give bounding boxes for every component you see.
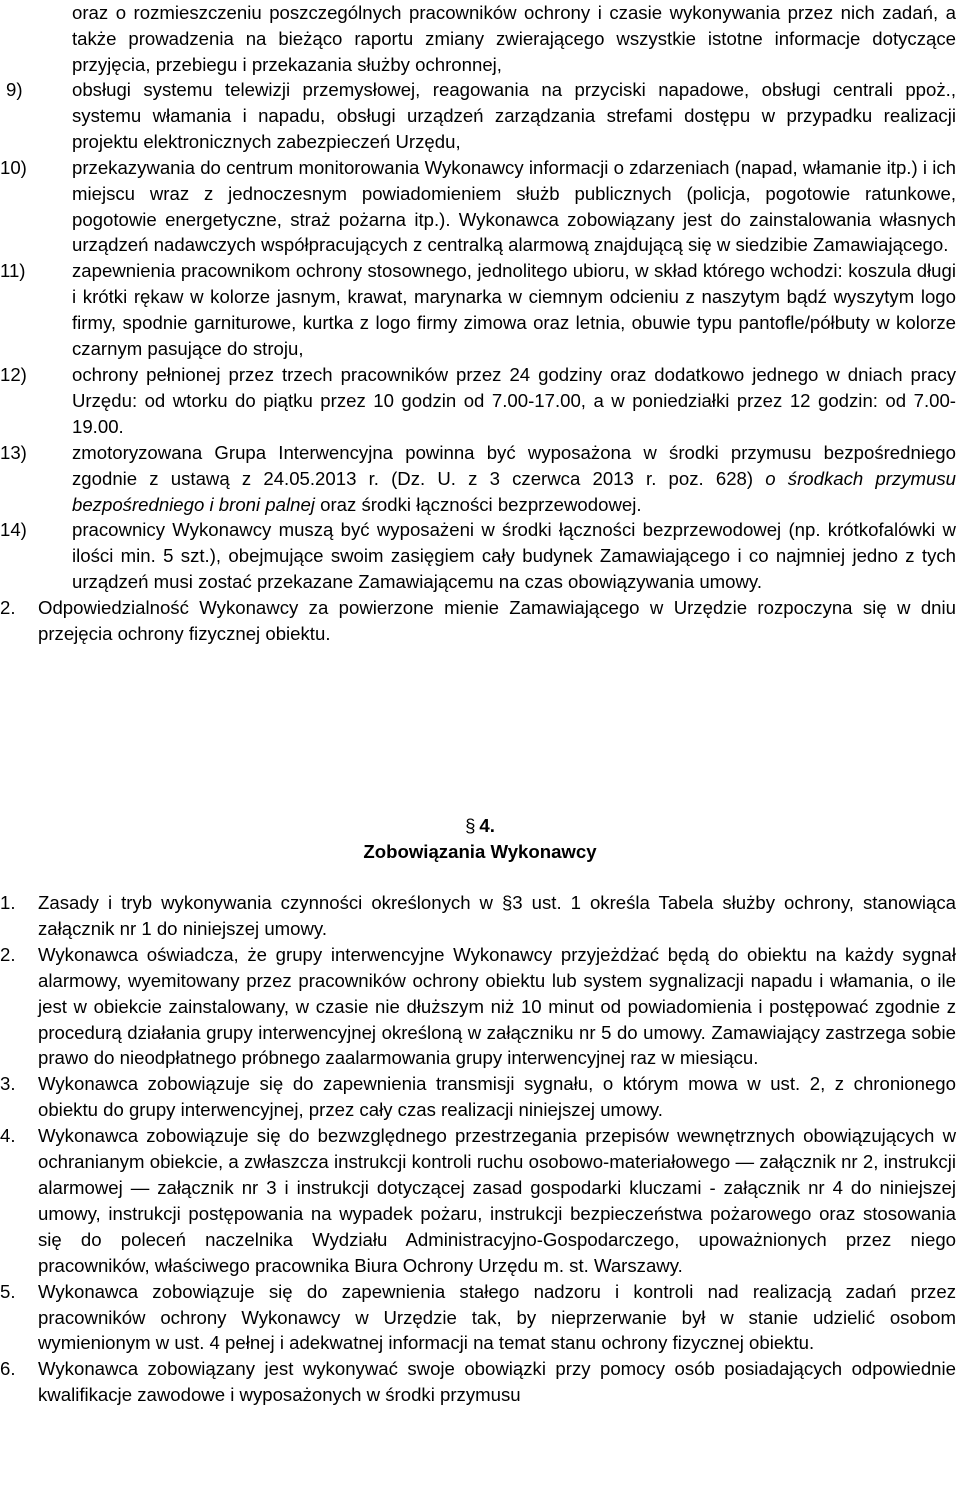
list-item-text: ochrony pełnionej przez trzech pracowników przez 24 godziny oraz dodatkowo jednego w dniach pracy Urzędu: od wtorku do piątku przez 10 godzin od 7.00-17.00, a w poniedziałki przez 12 godzin: od 7.00-19.00. xyxy=(72,363,956,437)
list-item-text: przekazywania do centrum monitorowania Wykonawcy informacji o zdarzeniach (napad, włamanie itp.) i ich miejscu wraz z jednoczesnym powiadomieniem służb publicznych (policja, pogotowie ratunkowe, pogotowie energetyczne, straż pożarna itp.). Wykonawca zobowiązany jest do zainstalowania własnych urządzeń nadawczych współpracujących z centralką alarmową znajdującą się w siedzibie Zamawiającego. xyxy=(72,156,956,256)
point-text: Odpowiedzialność Wykonawcy za powierzone mienie Zamawiającego w Urzędzie rozpoczyna się w dniu przejęcia ochrony fizycznej obiektu. xyxy=(38,597,956,645)
list-item-13 xyxy=(0,440,956,518)
point-number: 4. xyxy=(0,1125,16,1147)
list-item-11 xyxy=(0,258,956,362)
list-item-number: 9) xyxy=(6,79,23,100)
list-item-number: 11) xyxy=(0,260,26,282)
list-item-14 xyxy=(0,517,956,595)
law-title: o środkach przymusu bezpośredniego i broni palnej xyxy=(72,467,956,515)
point-2 xyxy=(0,942,956,1072)
section-number: § 4. xyxy=(465,815,495,836)
point-text: Wykonawca zobowiązuje się do bezwzględnego przestrzegania przepisów wewnętrznych obowiązujących w ochranianym obiekcie, a zwłaszcza instrukcji kontroli ruchu osobowo-materiałowego — załącznik nr 2, instrukcji alarmowej — załącznik nr 3 i instrukcji dotyczącej zasad gospodarki kluczami - załącznik nr 4 do niniejszej umowy, instrukcji postępowania na wypadek pożaru, instrukcji bezpieczeństwa pożarowego oraz stosowania się do poleceń naczelnika Wydziału Administracyjno-Gospodarczego, upoważnionych przez niego pracowników, właściwego pracownika Biura Ochrony Urzędu m. st. Warszawy. xyxy=(38,1125,956,1276)
list-item-number: 13) xyxy=(0,441,27,463)
point-2-liability xyxy=(0,595,956,647)
list-item-text: obsługi systemu telewizji przemysłowej, reagowania na przyciski napadowe, obsługi centrali ppoż., systemu włamania i napadu, obsługi urządzeń zarządzania strefami dostępu w przypadku realizacji projektu elektronicznych zabezpieczeń Urzędu, xyxy=(72,79,956,152)
points-list xyxy=(0,890,956,1408)
list-item-9 xyxy=(0,77,956,155)
point-number: 5. xyxy=(0,1280,16,1302)
point-number: 3. xyxy=(0,1073,16,1095)
list-item-10 xyxy=(0,155,956,259)
point-number: 2. xyxy=(0,943,16,965)
point-3 xyxy=(0,1071,956,1123)
list-item-text: zapewnienia pracownikom ochrony stosownego, jednolitego ubioru, w skład którego wchodzi: koszula długi i krótki rękaw w kolorze jasnym, krawat, marynarka w ciemnym odcieniu z naszytym bądź wyszytym logo firmy, spodnie garniturowe, kurtka z logo firmy zimowa oraz letnia, obuwie typu pantofle/półbuty w kolorze czarnym pasujące do stroju, xyxy=(72,260,956,360)
section-title: Zobowiązania Wykonawcy xyxy=(363,841,597,862)
point-number: 1. xyxy=(0,892,16,913)
list-item-12 xyxy=(0,362,956,440)
point-6 xyxy=(0,1356,956,1408)
point-text: Wykonawca zobowiązany jest wykonywać swoje obowiązki przy pomocy osób posiadających odpowiednie kwalifikacje zawodowe i wyposażonych w środki przymusu xyxy=(38,1358,956,1406)
intro-paragraph: oraz o rozmieszczeniu poszczególnych pracowników ochrony i czasie wykonywania przez nich zadań, a także prowadzenia na bieżąco raportu zmiany zwierającego wszystkie istotne informacje dotyczące przyjęcia, przebiegu i przekazania służby ochronnej, xyxy=(72,2,956,75)
list-item-number: 10) xyxy=(0,156,27,178)
point-4 xyxy=(0,1123,956,1278)
list-item-number: 12) xyxy=(0,363,27,385)
list-item-number: 14) xyxy=(0,519,27,541)
point-number: 6. xyxy=(0,1358,16,1380)
point-5 xyxy=(0,1279,956,1357)
point-number: 2. xyxy=(0,597,16,619)
point-1 xyxy=(0,890,956,942)
point-text: Zasady i tryb wykonywania czynności określonych w §3 ust. 1 określa Tabela służby ochrony, stanowiąca załącznik nr 1 do niniejszej umowy. xyxy=(38,892,956,939)
list-item-text: pracownicy Wykonawcy muszą być wyposażeni w środki łączności bezprzewodowej (np. krótkofalówki w ilości min. 5 szt.), obejmujące swoim zasięgiem cały budynek Zamawiającego i co najmniej jedno z tych urządzeń musi zostać przekazane Zamawiającemu na czas obowiązywania umowy. xyxy=(72,519,956,593)
point-text: Wykonawca zobowiązuje się do zapewnienia transmisji sygnału, o którym mowa w ust. 2, z chronionego obiektu do grupy interwencyjnej, przez cały czas realizacji niniejszej umowy. xyxy=(38,1073,956,1121)
sublist xyxy=(0,77,956,647)
section-symbol: § xyxy=(465,815,476,836)
point-text: Wykonawca oświadcza, że grupy interwencyjne Wykonawcy przyjeżdżać będą do obiektu na każdy sygnał alarmowy, wyemitowany przez pracowników ochrony obiektu lub system sygnalizacji napadu i włamania, o ile jest w obiekcie zainstalowany, w czasie nie dłuższym niż 10 minut od powiadomienia i postępować zgodnie z procedurą działania grupy interwencyjnej określoną w załączniku nr 5 do umowy. Zamawiający zastrzega sobie prawo do nieodpłatnego próbnego zaalarmowania grupy interwencyjnej raz w miesiącu. xyxy=(38,943,956,1069)
list-item-text: zmotoryzowana Grupa Interwencyjna powinna być wyposażona w środki przymusu bezpośredniego zgodnie z ustawą z 24.05.2013 r. (Dz. U. z 3 czerwca 2013 r. poz. 628) o środkach przymusu bezpośredniego i broni palnej oraz środki łączności bezprzewodowej. xyxy=(72,441,956,515)
point-text: Wykonawca zobowiązuje się do zapewnienia stałego nadzoru i kontroli nad realizacją zadań przez pracowników ochrony Wykonawcy w Urzędzie tak, by nieprzerwanie był w stanie udzielić osobom wymienionym w ust. 4 pełnej i adekwatnej informacji na temat stanu ochrony fizycznej obiektu. xyxy=(38,1280,956,1354)
